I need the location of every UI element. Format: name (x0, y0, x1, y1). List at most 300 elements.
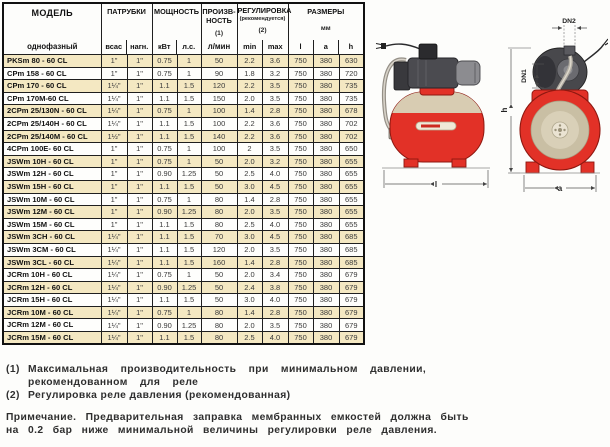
value-cell: 1¼" (101, 319, 127, 332)
tank-label-logo (421, 125, 440, 128)
header-capacity-title-2: НОСТЬ (206, 15, 232, 25)
value-cell: 2.0 (237, 319, 262, 332)
value-cell: 1 (177, 143, 201, 156)
value-cell: 3.6 (262, 55, 288, 68)
table-row (3, 243, 364, 256)
model-cell: JSWm 15M - 60 CL (3, 218, 101, 231)
table-row (3, 281, 364, 294)
model-cell: JSWm 12H - 60 CL (3, 168, 101, 181)
header-suction: всас (105, 42, 123, 51)
header-model-subtitle: однофазный (27, 42, 78, 51)
value-cell: 3.0 (237, 180, 262, 193)
value-cell: 2.8 (262, 193, 288, 206)
value-cell: 1" (127, 117, 152, 130)
value-cell: 750 (288, 294, 313, 307)
value-cell: 1" (127, 67, 152, 80)
value-cell: 750 (288, 55, 313, 68)
model-cell: JCRm 15H - 60 CL (3, 294, 101, 307)
value-cell: 1.25 (177, 168, 201, 181)
value-cell: 0.75 (152, 55, 177, 68)
value-cell: 380 (313, 168, 339, 181)
value-cell: 1.8 (237, 67, 262, 80)
value-cell: 380 (313, 180, 339, 193)
value-cell: 2.0 (237, 243, 262, 256)
value-cell: 4.0 (262, 294, 288, 307)
value-cell: 1.1 (152, 218, 177, 231)
footnote-1-line1: Максимальная производительность при минимальном давлении, (28, 364, 427, 375)
value-cell: 3.8 (262, 281, 288, 294)
value-cell: 1.5 (177, 231, 201, 244)
model-cell: CPm 158 - 60 CL (3, 67, 101, 80)
value-cell: 1" (101, 55, 127, 68)
value-cell: 1.1 (152, 332, 177, 345)
value-cell: 1" (101, 155, 127, 168)
value-cell: 1" (101, 206, 127, 219)
value-cell: 750 (288, 117, 313, 130)
model-cell: JCRm 10H - 60 CL (3, 269, 101, 282)
value-cell: 160 (201, 256, 237, 269)
model-cell: JCRm 10M - 60 CL (3, 306, 101, 319)
value-cell: 0.75 (152, 155, 177, 168)
value-cell: 380 (313, 143, 339, 156)
value-cell: 679 (339, 281, 364, 294)
value-cell: 655 (339, 180, 364, 193)
value-cell: 80 (201, 206, 237, 219)
value-cell: 50 (201, 155, 237, 168)
table-row (3, 206, 364, 219)
value-cell: 1¼" (101, 281, 127, 294)
header-capacity-note: (1) (214, 30, 224, 38)
value-cell: 1" (127, 269, 152, 282)
power-cable-side (386, 44, 420, 49)
value-cell: 1¼" (101, 332, 127, 345)
value-cell: 685 (339, 243, 364, 256)
tank-foot-front-right (581, 162, 594, 173)
pump-diagram (374, 12, 608, 208)
table-row (3, 218, 364, 231)
model-cell: CPm 170M-60 CL (3, 92, 101, 105)
value-cell: 120 (201, 243, 237, 256)
value-cell: 1" (127, 218, 152, 231)
value-cell: 1" (127, 306, 152, 319)
value-cell: 1¼" (101, 231, 127, 244)
value-cell: 685 (339, 256, 364, 269)
value-cell: 2.0 (237, 206, 262, 219)
pump-body-side (408, 58, 458, 88)
table-row (3, 55, 364, 68)
header-capacity-title-1: ПРОИЗВ- (202, 7, 236, 16)
table-row (3, 130, 364, 143)
value-cell: 1¼" (101, 294, 127, 307)
value-cell: 4.0 (262, 168, 288, 181)
value-cell: 100 (201, 143, 237, 156)
header-regulation-title: РЕГУЛИРОВКА (237, 6, 292, 15)
dimension-h-label: h (500, 107, 509, 113)
value-cell: 1.4 (237, 105, 262, 118)
dn2-port (564, 46, 575, 55)
motor-cap-side (456, 61, 480, 85)
value-cell: 1.5 (177, 130, 201, 143)
value-cell: 679 (339, 306, 364, 319)
value-cell: 3.5 (262, 80, 288, 93)
value-cell: 50 (201, 168, 237, 181)
dimension-a-label: a (557, 184, 563, 193)
table-row (3, 155, 364, 168)
note-line1: Примечание. Предварительная заправка мембранных емкостей должна быть (6, 412, 469, 423)
value-cell: 2.5 (237, 218, 262, 231)
header-regulation-note: (2) (258, 27, 267, 35)
value-cell: 750 (288, 332, 313, 345)
value-cell: 3.5 (262, 92, 288, 105)
value-cell: 720 (339, 67, 364, 80)
note-line2: на 0.2 бар ниже минимальной величины регулировки реле давления. (6, 425, 438, 436)
value-cell: 1" (127, 231, 152, 244)
value-cell: 380 (313, 55, 339, 68)
value-cell: 1" (101, 168, 127, 181)
tank-foot-right (452, 159, 466, 167)
header-dim-a: a (313, 40, 338, 54)
value-cell: 1.4 (237, 306, 262, 319)
value-cell: 1 (177, 67, 201, 80)
header-regulation (237, 3, 292, 55)
header-power-title: МОЩНОСТЬ (154, 7, 199, 16)
value-cell: 380 (313, 243, 339, 256)
header-connections-title: ПАТРУБКИ (107, 7, 146, 16)
table-row (3, 294, 364, 307)
table-row (3, 332, 364, 345)
hub-bolt (559, 133, 561, 135)
value-cell: 3.0 (237, 294, 262, 307)
value-cell: 750 (288, 319, 313, 332)
value-cell: 655 (339, 193, 364, 206)
model-cell: 2CPm 25/140H - 60 CL (3, 117, 101, 130)
value-cell: 679 (339, 332, 364, 345)
value-cell: 685 (339, 231, 364, 244)
value-cell: 3.0 (237, 231, 262, 244)
model-cell: JSWm 10H - 60 CL (3, 155, 101, 168)
value-cell: 50 (201, 180, 237, 193)
pump-spec-table (2, 2, 365, 345)
value-cell: 4.5 (262, 180, 288, 193)
value-cell: 750 (288, 193, 313, 206)
value-cell: 750 (288, 155, 313, 168)
model-cell: JSWm 10M - 60 CL (3, 193, 101, 206)
value-cell: 0.90 (152, 281, 177, 294)
power-cable-front (584, 44, 604, 62)
value-cell: 1" (127, 155, 152, 168)
value-cell: 750 (288, 269, 313, 282)
value-cell: 750 (288, 306, 313, 319)
footnote-1-marker: (1) (6, 364, 20, 375)
value-cell: 750 (288, 92, 313, 105)
value-cell: 1.1 (152, 117, 177, 130)
value-cell: 750 (288, 243, 313, 256)
value-cell: 655 (339, 155, 364, 168)
value-cell: 1.1 (152, 130, 177, 143)
value-cell: 150 (201, 92, 237, 105)
table-row (3, 306, 364, 319)
value-cell: 50 (201, 55, 237, 68)
model-cell: 2CPm 25/130N - 60 CL (3, 105, 101, 118)
header-power (152, 3, 201, 55)
value-cell: 1" (101, 180, 127, 193)
value-cell: 380 (313, 269, 339, 282)
value-cell: 4.0 (262, 218, 288, 231)
value-cell: 100 (201, 105, 237, 118)
value-cell: 750 (288, 256, 313, 269)
footnote-1-line2: рекомендованном для реле (28, 377, 199, 388)
value-cell: 80 (201, 306, 237, 319)
value-cell: 80 (201, 218, 237, 231)
value-cell: 50 (201, 281, 237, 294)
value-cell: 0.75 (152, 105, 177, 118)
value-cell: 380 (313, 155, 339, 168)
header-dimensions (288, 3, 364, 55)
value-cell: 1.5 (177, 117, 201, 130)
value-cell: 1.5 (177, 218, 201, 231)
value-cell: 1.1 (152, 256, 177, 269)
value-cell: 1¼" (101, 105, 127, 118)
value-cell: 750 (288, 281, 313, 294)
model-cell: JSWm 12M - 60 CL (3, 206, 101, 219)
value-cell: 380 (313, 193, 339, 206)
value-cell: 380 (313, 105, 339, 118)
value-cell: 679 (339, 294, 364, 307)
value-cell: 120 (201, 80, 237, 93)
value-cell: 1.5 (177, 332, 201, 345)
value-cell: 3.4 (262, 269, 288, 282)
value-cell: 1.1 (152, 294, 177, 307)
value-cell: 1 (177, 105, 201, 118)
value-cell: 4.5 (262, 231, 288, 244)
value-cell: 1.1 (152, 231, 177, 244)
value-cell: 1¼" (101, 117, 127, 130)
value-cell: 0.75 (152, 67, 177, 80)
value-cell: 3.6 (262, 117, 288, 130)
value-cell: 1.1 (152, 80, 177, 93)
table-body (3, 55, 364, 345)
value-cell: 380 (313, 130, 339, 143)
header-dimensions-title: РАЗМЕРЫ (307, 7, 345, 16)
value-cell: 1 (177, 193, 201, 206)
header-dim-h: h (338, 40, 363, 54)
value-cell: 1.5 (177, 243, 201, 256)
value-cell: 1" (127, 281, 152, 294)
value-cell: 702 (339, 117, 364, 130)
header-discharge: нагн. (126, 40, 152, 54)
value-cell: 1" (101, 67, 127, 80)
value-cell: 1¼" (101, 269, 127, 282)
value-cell: 380 (313, 319, 339, 332)
value-cell: 380 (313, 67, 339, 80)
value-cell: 1" (127, 130, 152, 143)
pressure-switch (419, 44, 437, 59)
value-cell: 1" (127, 193, 152, 206)
value-cell: 750 (288, 80, 313, 93)
hub-bolt (563, 129, 565, 131)
value-cell: 1" (101, 218, 127, 231)
value-cell: 2.0 (237, 155, 262, 168)
footnote-2-text: Регулировка реле давления (рекомендованная) (28, 390, 291, 401)
value-cell: 380 (313, 92, 339, 105)
value-cell: 650 (339, 143, 364, 156)
value-cell: 1 (177, 55, 201, 68)
header-capacity (201, 3, 237, 55)
table-row (3, 67, 364, 80)
footnote-1 (6, 363, 606, 389)
value-cell: 3.5 (262, 206, 288, 219)
value-cell: 1.25 (177, 281, 201, 294)
value-cell: 1½" (101, 130, 127, 143)
value-cell: 380 (313, 294, 339, 307)
footnotes (6, 363, 606, 437)
table-row (3, 231, 364, 244)
header-hp: л.с. (176, 40, 201, 54)
model-cell: 2CPm 25/140M - 60 CL (3, 130, 101, 143)
pump-front-view (500, 18, 608, 193)
dn2-arrows (552, 25, 587, 45)
value-cell: 630 (339, 55, 364, 68)
model-cell: JCRm 12H - 60 CL (3, 281, 101, 294)
value-cell: 1 (177, 269, 201, 282)
value-cell: 380 (313, 206, 339, 219)
value-cell: 4.0 (262, 332, 288, 345)
value-cell: 1¼" (101, 80, 127, 93)
value-cell: 1.4 (237, 193, 262, 206)
header-regulation-recommended: (рекомендуется) (239, 15, 286, 22)
table-row (3, 319, 364, 332)
value-cell: 750 (288, 105, 313, 118)
hub-bolt (559, 124, 561, 126)
value-cell: 750 (288, 67, 313, 80)
dimension-l (384, 170, 488, 189)
value-cell: 679 (339, 319, 364, 332)
value-cell: 1.1 (152, 180, 177, 193)
value-cell: 750 (288, 206, 313, 219)
value-cell: 2.2 (237, 80, 262, 93)
value-cell: 750 (288, 231, 313, 244)
value-cell: 1.5 (177, 294, 201, 307)
table-row (3, 117, 364, 130)
power-plug-icon (376, 43, 386, 49)
value-cell: 3.6 (262, 130, 288, 143)
header-lmin: л/мин (207, 42, 231, 51)
model-cell: JCRm 12M - 60 CL (3, 319, 101, 332)
value-cell: 750 (288, 143, 313, 156)
value-cell: 1" (127, 143, 152, 156)
table-row (3, 92, 364, 105)
table-row (3, 168, 364, 181)
value-cell: 1" (127, 80, 152, 93)
value-cell: 750 (288, 168, 313, 181)
value-cell: 80 (201, 193, 237, 206)
tank-foot-left (404, 159, 418, 167)
value-cell: 750 (288, 180, 313, 193)
model-cell: JSWm 15H - 60 CL (3, 180, 101, 193)
value-cell: 1.5 (177, 92, 201, 105)
value-cell: 1" (101, 143, 127, 156)
model-cell: PKSm 80 - 60 CL (3, 55, 101, 68)
model-cell: JSWm 3CL - 60 CL (3, 256, 101, 269)
dn2-label: DN2 (562, 18, 576, 25)
table-row (3, 180, 364, 193)
value-cell: 2.2 (237, 55, 262, 68)
value-cell: 380 (313, 281, 339, 294)
value-cell: 1¼" (101, 306, 127, 319)
value-cell: 140 (201, 130, 237, 143)
value-cell: 1" (127, 206, 152, 219)
note-paragraph (6, 411, 606, 437)
value-cell: 3.5 (262, 143, 288, 156)
value-cell: 1¼" (101, 256, 127, 269)
table-row (3, 143, 364, 156)
value-cell: 0.75 (152, 143, 177, 156)
value-cell: 0.90 (152, 168, 177, 181)
value-cell: 2.2 (237, 117, 262, 130)
value-cell: 2.2 (237, 130, 262, 143)
header-row (3, 3, 364, 55)
value-cell: 70 (201, 231, 237, 244)
model-cell: CPm 170 - 60 CL (3, 80, 101, 93)
header-min: min (243, 41, 257, 51)
value-cell: 1" (127, 243, 152, 256)
value-cell: 1¼" (101, 243, 127, 256)
value-cell: 1.5 (177, 256, 201, 269)
value-cell: 735 (339, 80, 364, 93)
value-cell: 50 (201, 294, 237, 307)
value-cell: 90 (201, 67, 237, 80)
value-cell: 0.75 (152, 193, 177, 206)
value-cell: 2.4 (237, 281, 262, 294)
header-dim-l: l (299, 42, 302, 51)
value-cell: 2.0 (237, 269, 262, 282)
value-cell: 1" (127, 332, 152, 345)
header-max: max (262, 40, 288, 54)
table-row (3, 269, 364, 282)
value-cell: 655 (339, 206, 364, 219)
footnote-2 (6, 389, 606, 402)
value-cell: 380 (313, 80, 339, 93)
value-cell: 655 (339, 168, 364, 181)
value-cell: 1" (101, 193, 127, 206)
value-cell: 1" (127, 180, 152, 193)
value-cell: 80 (201, 319, 237, 332)
value-cell: 1" (127, 256, 152, 269)
table-row (3, 105, 364, 118)
hub-center (558, 128, 562, 132)
model-cell: 4CPm 100E- 60 CL (3, 143, 101, 156)
value-cell: 380 (313, 231, 339, 244)
value-cell: 0.75 (152, 306, 177, 319)
table-row (3, 256, 364, 269)
value-cell: 2.5 (237, 332, 262, 345)
value-cell: 1 (177, 306, 201, 319)
value-cell: 2.8 (262, 256, 288, 269)
dn1-label: DN1 (521, 69, 528, 83)
value-cell: 1¼" (101, 92, 127, 105)
value-cell: 750 (288, 218, 313, 231)
value-cell: 1.25 (177, 319, 201, 332)
value-cell: 380 (313, 218, 339, 231)
value-cell: 1.5 (177, 80, 201, 93)
value-cell: 2.5 (237, 168, 262, 181)
value-cell: 3.5 (262, 319, 288, 332)
value-cell: 1" (127, 55, 152, 68)
value-cell: 655 (339, 218, 364, 231)
value-cell: 735 (339, 92, 364, 105)
footnote-2-marker: (2) (6, 390, 20, 401)
header-model-title: МОДЕЛЬ (31, 8, 73, 18)
